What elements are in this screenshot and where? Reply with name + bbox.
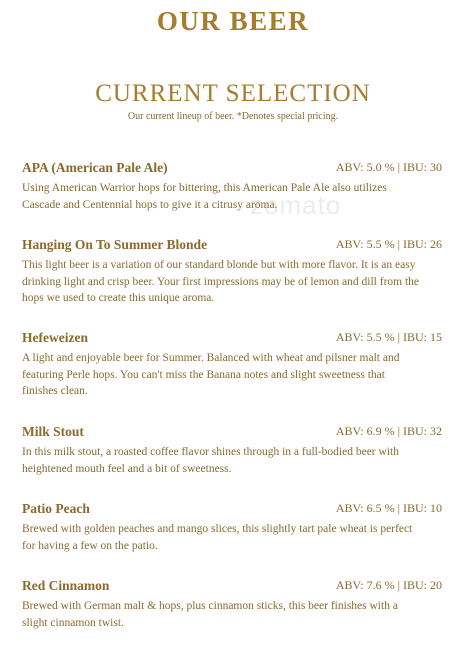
beer-name: APA (American Pale Ale) bbox=[22, 160, 168, 175]
beer-description: In this milk stout, a roasted coffee flavor shines through in a full-bodied beer with heightened mouth feel and a bit of sweetness. bbox=[22, 446, 399, 475]
beer-stats: ABV: 7.6 % | IBU: 20 bbox=[335, 578, 442, 592]
beer-name: Patio Peach bbox=[22, 501, 90, 516]
beer-item-red-cinnamon bbox=[22, 578, 442, 631]
section-subtitle: Our current lineup of beer. *Denotes special pricing. bbox=[127, 111, 339, 122]
beer-stats: ABV: 5.5 % | IBU: 15 bbox=[335, 330, 442, 344]
beer-item-milk-stout bbox=[22, 424, 442, 477]
beer-description: Using American Warrior hops for bittering, this American Pale Ale also utilizes Cascade and Centennial hops to give it a citrusy aroma. bbox=[22, 182, 387, 211]
section-title: CURRENT SELECTION bbox=[95, 80, 371, 107]
beer-name: Hefeweizen bbox=[22, 330, 88, 345]
beer-description: This light beer is a variation of our standard blonde but with more flavor. It is an easy drinking light and crisp beer. Your first impressions may be of lemon and dill from the hops we used to create this unique aroma. bbox=[22, 259, 420, 304]
beer-description: A light and enjoyable beer for Summer. Balanced with wheat and pilsner malt and featuring Perle hops. You can't miss the Banana notes and slight sweetness that finishes clean. bbox=[22, 352, 400, 397]
beer-description: Brewed with German malt & hops, plus cinnamon sticks, this beer finishes with a slight cinnamon twist. bbox=[22, 600, 398, 629]
beer-description: Brewed with golden peaches and mango slices, this slightly tart pale wheat is perfect for having a few on the patio. bbox=[22, 523, 413, 552]
beer-name: Milk Stout bbox=[22, 424, 84, 439]
beer-name: Red Cinnamon bbox=[22, 578, 110, 593]
beer-stats: ABV: 5.5 % | IBU: 26 bbox=[335, 237, 442, 251]
beer-item-apa bbox=[22, 160, 442, 213]
beer-item-hefeweizen bbox=[22, 330, 442, 400]
watermark: zomato bbox=[250, 190, 342, 220]
beer-item-summer-blonde bbox=[22, 237, 442, 307]
page-title: OUR BEER bbox=[156, 6, 310, 36]
beer-stats: ABV: 5.0 % | IBU: 30 bbox=[335, 160, 442, 174]
beer-stats: ABV: 6.9 % | IBU: 32 bbox=[335, 424, 442, 438]
beer-name: Hanging On To Summer Blonde bbox=[22, 237, 208, 252]
beer-stats: ABV: 6.5 % | IBU: 10 bbox=[335, 501, 442, 515]
beer-item-patio-peach bbox=[22, 501, 442, 554]
